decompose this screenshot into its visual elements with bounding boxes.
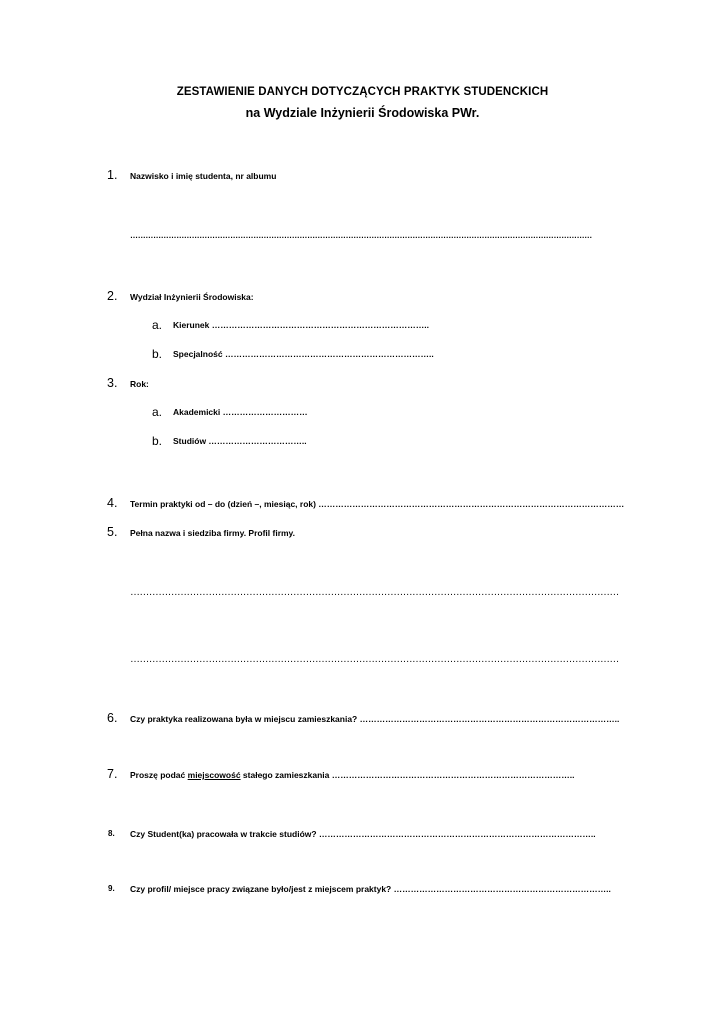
- item-text-8[interactable]: Czy Student(ka) pracowała w trakcie studiów? ……………………………………………………………………………………..: [130, 829, 596, 839]
- subitem-letter-b-1: b.: [152, 347, 163, 361]
- title-line-2: na Wydziale Inżynierii Środowiska PWr.: [245, 106, 480, 120]
- title-line-1: ZESTAWIENIE DANYCH DOTYCZĄCYCH PRAKTYK STUDENCKICH: [176, 86, 549, 98]
- item-number-4: 4.: [107, 496, 118, 510]
- item-text-5: Pełna nazwa i siedziba firmy. Profil firmy.: [130, 528, 296, 538]
- item-text-9[interactable]: Czy profil/ miejsce pracy związane było/jest z miejscem praktyk? …………………………………………………………………..: [130, 884, 611, 894]
- item-text-1: Nazwisko i imię studenta, nr albumu: [130, 171, 277, 181]
- item-number-6: 6.: [107, 711, 118, 725]
- item-text-7-underlined: miejscowość: [187, 770, 241, 780]
- subitem-akademicki[interactable]: Akademicki …………………………: [173, 407, 308, 417]
- item-number-1: 1.: [107, 168, 118, 182]
- item-number-3: 3.: [107, 376, 118, 390]
- subitem-letter-a-1: a.: [152, 318, 163, 332]
- fill-line-company-1[interactable]: …………………………………………………………………………………………………………………………………………: [130, 587, 619, 598]
- item-text-7-after: stałego zamieszkania …………………………………………………………………………..: [240, 770, 575, 780]
- fill-line-name[interactable]: ………………………………………………………………………………………………………………………………………………………………: [130, 231, 593, 240]
- subitem-letter-b-2: b.: [152, 434, 163, 448]
- item-text-6[interactable]: Czy praktyka realizowana była w miejscu zamieszkania? ………………………………………………………………………………..: [130, 714, 620, 724]
- fill-line-company-2[interactable]: …………………………………………………………………………………………………………………………………………: [130, 654, 619, 665]
- item-number-8: 8.: [108, 829, 115, 838]
- item-text-7[interactable]: [130, 770, 630, 780]
- item-text-4[interactable]: Termin praktyki od – do (dzień –, miesiąc, rok) ………………………………………………………………………………………………: [130, 499, 625, 509]
- item-text-2: Wydział Inżynierii Środowiska:: [130, 292, 254, 302]
- subitem-specjalnosc[interactable]: Specjalność ………………………………………………………………..: [173, 349, 434, 359]
- subitem-studiow[interactable]: Studiów ……………………………..: [173, 436, 307, 446]
- item-number-5: 5.: [107, 525, 118, 539]
- item-text-3: Rok:: [130, 379, 149, 389]
- item-number-9: 9.: [108, 884, 115, 893]
- item-text-7-before: Proszę podać: [130, 770, 188, 780]
- item-number-2: 2.: [107, 289, 118, 303]
- item-number-7: 7.: [107, 767, 118, 781]
- subitem-letter-a-2: a.: [152, 405, 163, 419]
- subitem-kierunek[interactable]: Kierunek …………………………………………………………………..: [173, 320, 429, 330]
